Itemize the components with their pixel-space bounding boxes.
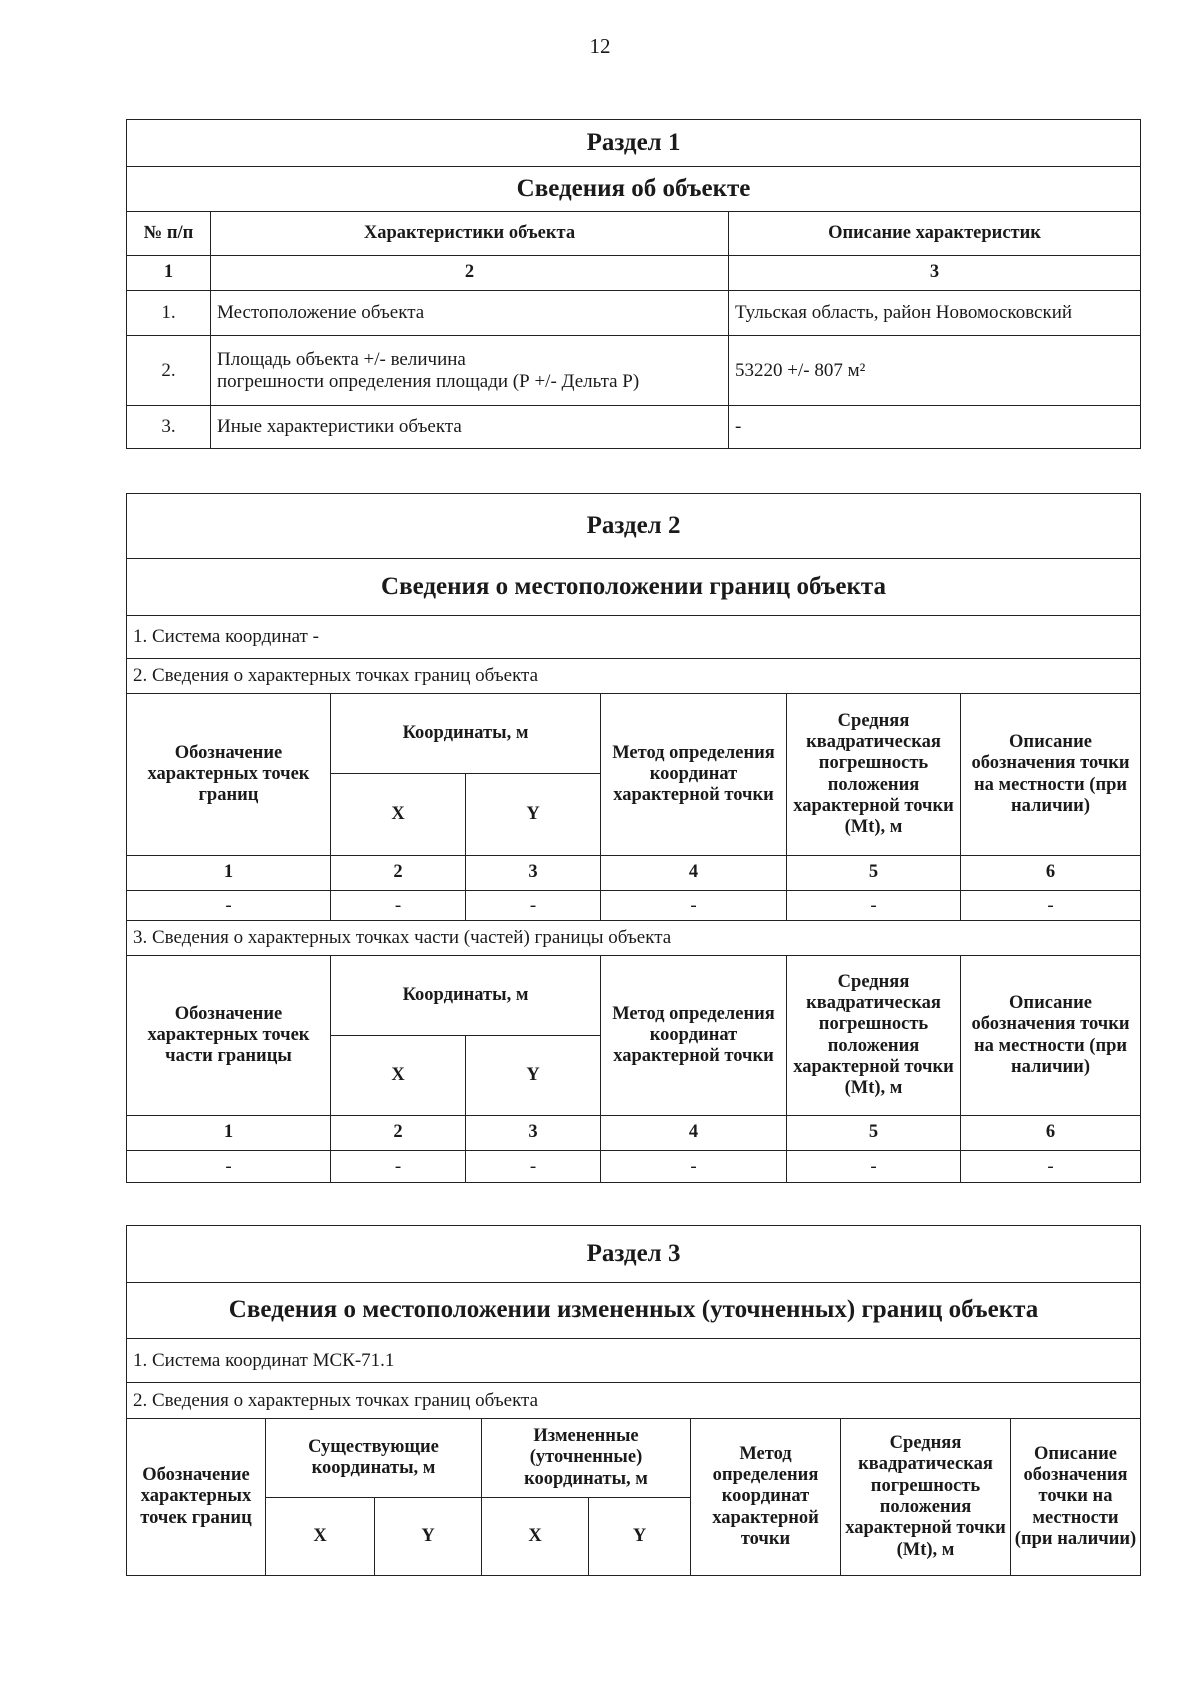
header-description: Описание обозначения точки на местности (при наличии) [961,956,1141,1116]
header-description: Описание обозначения точки на местности (при наличии) [961,694,1141,856]
header-method: Метод определения координат характерной точки [601,694,787,856]
header-method: Метод определения координат характерной точки [601,956,787,1116]
header-designation: Обозначение характерных точек границ [127,1419,266,1576]
row-number: 2. [127,336,211,406]
coord-system: 1. Система координат - [127,616,1141,659]
header-coords: Координаты, м [331,694,601,774]
col-number: 5 [787,856,961,891]
row-value: 53220 +/- 807 м² [729,336,1141,406]
cell: - [331,1151,466,1183]
header-error: Средняя квадратическая погрешность положения характерной точки (Mt), м [841,1419,1011,1576]
cell: - [466,891,601,921]
page-number: 12 [589,34,611,58]
col-number: 4 [601,856,787,891]
cell: - [466,1151,601,1183]
points-label: 2. Сведения о характерных точках границ объекта [127,659,1141,694]
header-existing-coords: Существующие координаты, м [266,1419,482,1498]
header-num: № п/п [127,212,211,256]
row-name [211,336,729,406]
section2-subtitle: Сведения о местоположении границ объекта [127,559,1141,616]
col-number: 2 [331,856,466,891]
header-error: Средняя квадратическая погрешность положения характерной точки (Mt), м [787,956,961,1116]
table-row [127,406,1141,449]
parts-label: 3. Сведения о характерных точках части (частей) границы объекта [127,921,1141,956]
header-x: X [331,774,466,856]
points-label: 2. Сведения о характерных точках границ объекта [127,1383,1141,1419]
col-number: 1 [127,1116,331,1151]
row-name-line1: Площадь объекта +/- величина [217,348,466,370]
cell: - [787,1151,961,1183]
header-characteristics: Характеристики объекта [211,212,729,256]
row-value: Тульская область, район Новомосковский [729,291,1141,336]
cell: - [127,891,331,921]
section2-table [126,493,1141,1183]
row-number: 3. [127,406,211,449]
header-error: Средняя квадратическая погрешность положения характерной точки (Mt), м [787,694,961,856]
cell: - [331,891,466,921]
col-number: 2 [331,1116,466,1151]
section1-table [126,119,1141,449]
header-changed-x: X [482,1498,589,1576]
row-number: 1. [127,291,211,336]
col-number: 5 [787,1116,961,1151]
col-number: 4 [601,1116,787,1151]
section2-title: Раздел 2 [127,494,1141,559]
header-y: Y [466,774,601,856]
header-designation: Обозначение характерных точек границ [127,694,331,856]
table-row [127,336,1141,406]
header-y: Y [466,1036,601,1116]
header-description: Описание обозначения точки на местности (при наличии) [1011,1419,1141,1576]
col-number: 1 [127,256,211,291]
row-value: - [729,406,1141,449]
col-number: 2 [211,256,729,291]
table-row [127,1151,1141,1183]
col-number: 6 [961,856,1141,891]
header-existing-x: X [266,1498,375,1576]
section1-subtitle: Сведения об объекте [127,167,1141,212]
header-existing-y: Y [375,1498,482,1576]
header-coords: Координаты, м [331,956,601,1036]
row-name: Иные характеристики объекта [211,406,729,449]
col-number: 1 [127,856,331,891]
section1-title: Раздел 1 [127,120,1141,167]
header-changed-coords: Измененные (уточненные) координаты, м [482,1419,691,1498]
coord-system: 1. Система координат МСК-71.1 [127,1339,1141,1383]
col-number: 3 [466,1116,601,1151]
header-description: Описание характеристик [729,212,1141,256]
col-number: 3 [466,856,601,891]
col-number: 6 [961,1116,1141,1151]
cell: - [787,891,961,921]
cell: - [601,1151,787,1183]
cell: - [127,1151,331,1183]
cell: - [961,1151,1141,1183]
section3-title: Раздел 3 [127,1226,1141,1283]
row-name: Местоположение объекта [211,291,729,336]
row-name-line2: погрешности определения площади (Р +/- Дельта Р) [217,370,640,392]
col-number: 3 [729,256,1141,291]
header-method: Метод определения координат характерной точки [691,1419,841,1576]
table-row [127,891,1141,921]
header-changed-y: Y [589,1498,691,1576]
section3-table [126,1225,1141,1576]
cell: - [961,891,1141,921]
header-designation-part: Обозначение характерных точек части границы [127,956,331,1116]
cell: - [601,891,787,921]
header-x: X [331,1036,466,1116]
section3-subtitle: Сведения о местоположении измененных (уточненных) границ объекта [127,1283,1141,1339]
table-row [127,291,1141,336]
